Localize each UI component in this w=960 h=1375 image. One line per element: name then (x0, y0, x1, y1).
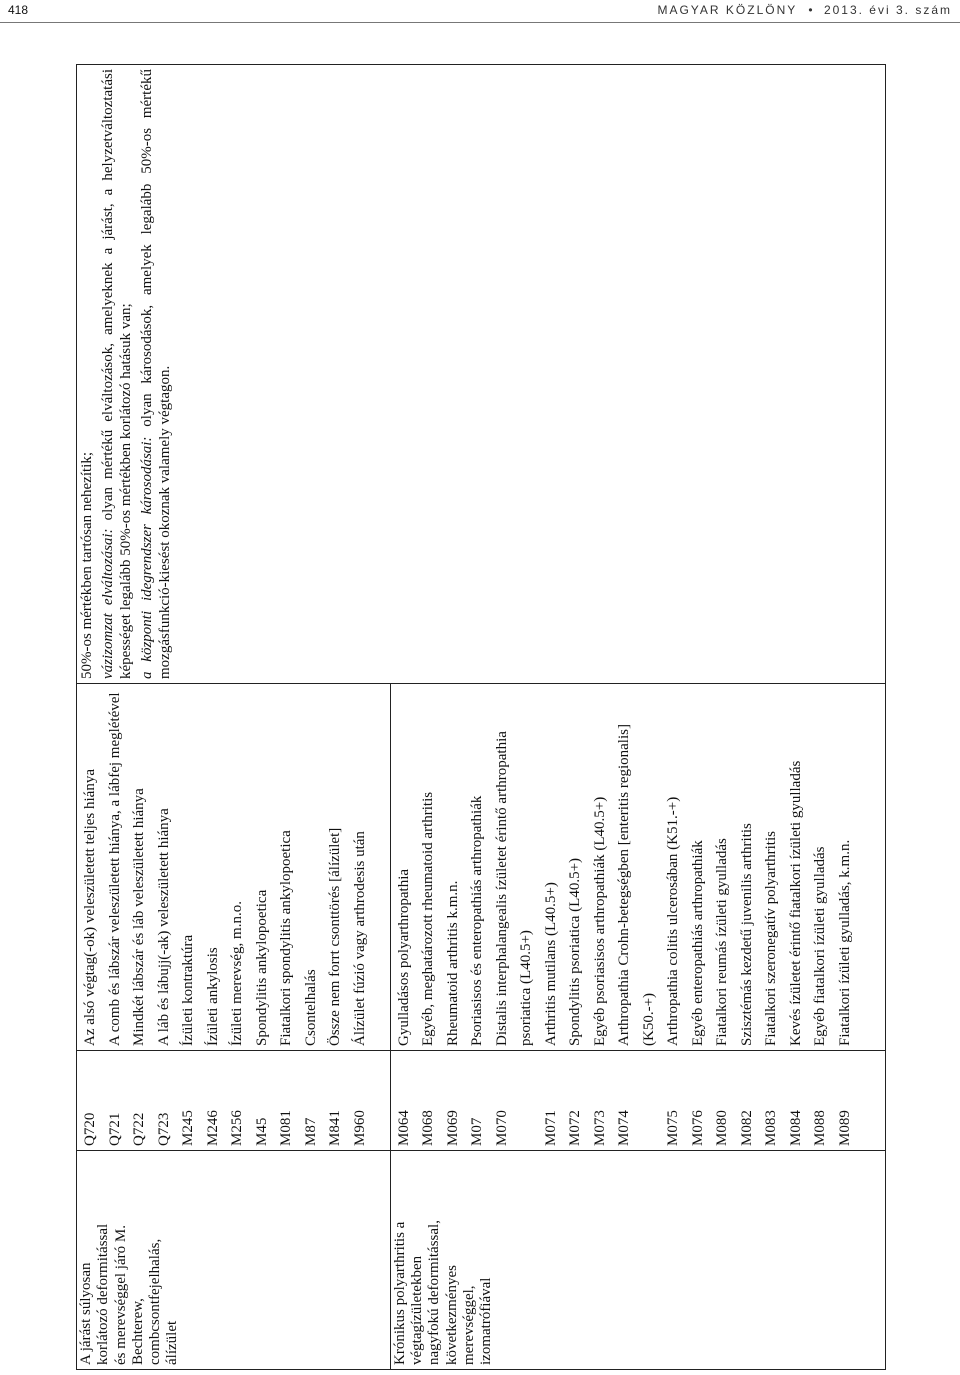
icd-description: Arthropathia colitis ulcerosában (K51.-+) (665, 796, 682, 1046)
effect-line-1: 50%-os mértékben tartósan nehezítik; (79, 451, 95, 679)
description-cell-1 (77, 684, 391, 1051)
condition-line: nagyfokú deformitással, (426, 1220, 443, 1365)
effect-paragraph-2 (99, 69, 135, 679)
icd-code: M082 (738, 1110, 755, 1146)
bullet-separator: • (808, 3, 813, 17)
page-header (0, 0, 960, 24)
icd-description: Psoriasisos és enteropathiás arthropathiák (469, 795, 486, 1046)
icd-code: Q720 (82, 1112, 98, 1146)
icd-code: M071 (542, 1110, 559, 1146)
page-number: 418 (8, 3, 29, 17)
icd-description: A láb és lábujj(-ak) veleszületett hiánya (155, 808, 172, 1046)
icd-description: Arthritis mutilans (L40.5+) (542, 882, 559, 1046)
icd-code: M256 (229, 1110, 245, 1146)
icd-description: Gyulladásos polyarthropathia (395, 868, 412, 1046)
icd-description: Szisztémás kezdetű juvenilis arthritis (738, 823, 755, 1046)
icd-code: M068 (420, 1110, 437, 1146)
header-rule (0, 22, 960, 23)
condition-table (76, 64, 886, 1370)
journal-title-line (657, 3, 952, 17)
condition-line: következményes (443, 1265, 460, 1365)
icd-description: Fiatalkori spondylitis ankylopoetica (278, 830, 294, 1046)
condition-line: A járást súlyosan (78, 1262, 94, 1365)
icd-code: M87 (302, 1117, 319, 1146)
icd-description: Össze nem forrt csonttörés [álízület] (327, 827, 343, 1046)
icd-code: M083 (763, 1110, 780, 1146)
rotated-table-container (76, 65, 886, 1370)
icd-code: M245 (180, 1110, 196, 1146)
icd-description: Egyéb enteropathiás arthropathiák (689, 840, 706, 1046)
icd-description: Fiatalkori ízületi gyulladás, k.m.n. (836, 839, 853, 1046)
icd-description: Egyéb fiatalkori ízületi gyulladás (812, 846, 829, 1046)
icd-code: Q721 (106, 1112, 123, 1146)
icd-description: Kevés ízületet érintő fiatalkori ízületi gyulladás (787, 760, 804, 1046)
condition-line: Bechterew, (129, 1298, 146, 1365)
icd-code: M069 (444, 1110, 461, 1146)
icd-code: M841 (327, 1110, 343, 1146)
icd-description: Ízületi merevség, m.n.o. (229, 901, 245, 1046)
icd-code: M246 (204, 1110, 221, 1146)
condition-line: és merevséggel járó M. (112, 1225, 129, 1365)
icd-description: Fiatalkori szeronegatív polyarthritis (763, 831, 780, 1046)
condition-line: Krónikus polyarthritis a (391, 1221, 408, 1365)
icd-description: Egyéb psoriasisos arthropathiák (L40.5+) (591, 796, 608, 1046)
effect-3-heading: a központi idegrendszer károsodásai: (139, 436, 155, 679)
code-cell-2 (390, 1051, 885, 1151)
icd-code: M073 (591, 1110, 608, 1146)
effect-paragraph-3 (138, 69, 174, 679)
icd-code: M081 (278, 1110, 294, 1146)
effect-3-text: olyan károsodások, amelyek legalább 50%-os mértékű mozgásfunkció-kiesést okoznak valamely végtagon. (139, 69, 173, 679)
icd-code: M088 (812, 1110, 829, 1146)
effects-cell (77, 65, 886, 684)
table-row-group1 (77, 65, 391, 1370)
condition-line: merevséggel, (460, 1285, 477, 1365)
icd-description: Ízületi ankylosis (204, 947, 221, 1046)
icd-description: Spondylitis psoriatica (L40.5+) (567, 857, 584, 1046)
icd-description: Ízületi kontraktúra (180, 934, 196, 1046)
icd-code: M076 (689, 1110, 706, 1146)
icd-code: M960 (351, 1110, 368, 1146)
icd-code: M074 (616, 1110, 633, 1146)
condition-line: végtagízületekben (409, 1255, 426, 1365)
condition-cell-1 (77, 1151, 391, 1370)
condition-line: combcsontfejelhalás, (147, 1238, 163, 1365)
effect-2-text: olyan mértékű elváltozások, amelyeknek a járást, a helyzetváltoztatási képességet legalább 50%-os mértékben korlátozó hatásuk van; (100, 69, 134, 679)
icd-description: Álízület fúzió vagy arthrodesis után (351, 831, 368, 1046)
journal-title: MAGYAR KÖZLÖNY (657, 3, 798, 17)
condition-line: izomatrófiával (478, 1277, 495, 1365)
icd-code: M089 (836, 1110, 853, 1146)
icd-description: A comb és lábszár veleszületett hiánya, a lábfej meglétével (106, 692, 123, 1046)
icd-code: Q722 (131, 1112, 147, 1146)
icd-code: M07 (469, 1117, 486, 1146)
effect-2-heading: vázizomzat elváltozásai: (100, 528, 116, 679)
icd-code: M080 (714, 1110, 731, 1146)
icd-description: Spondylitis ankylopoetica (253, 889, 270, 1046)
icd-code: Q723 (155, 1112, 172, 1146)
condition-line: álízület (164, 1320, 181, 1365)
icd-code: M075 (665, 1110, 682, 1146)
icd-description: Mindkét lábszár és láb veleszületett hiánya (131, 788, 147, 1046)
icd-description: Distalis interphalangealis ízületet érintő arthropathia psoriatica (L40.5+) (493, 731, 535, 1046)
icd-code: M45 (253, 1117, 270, 1146)
icd-description: Rheumatoid arthritis k.m.n. (444, 880, 461, 1046)
code-cell-1 (77, 1051, 391, 1151)
icd-code: M084 (787, 1110, 804, 1146)
icd-code: M070 (493, 1110, 510, 1146)
icd-description: Arthropathia Crohn-betegségben [enteritis regionalis] (K50.-+) (616, 724, 657, 1046)
icd-code: M072 (567, 1110, 584, 1146)
icd-description: Fiatalkori reumás ízületi gyulladás (714, 838, 731, 1046)
icd-description: Csontelhalás (302, 969, 319, 1046)
description-cell-2 (390, 684, 885, 1051)
icd-description: Egyéb, meghatározott rheumatoid arthritis (420, 791, 437, 1046)
condition-cell-2 (390, 1151, 885, 1370)
issue-number: 2013. évi 3. szám (823, 3, 952, 17)
icd-description: Az alsó végtag(-ok) veleszületett teljes hiánya (82, 769, 98, 1046)
icd-code: M064 (395, 1110, 412, 1146)
condition-line: korlátozó deformitással (95, 1223, 112, 1365)
